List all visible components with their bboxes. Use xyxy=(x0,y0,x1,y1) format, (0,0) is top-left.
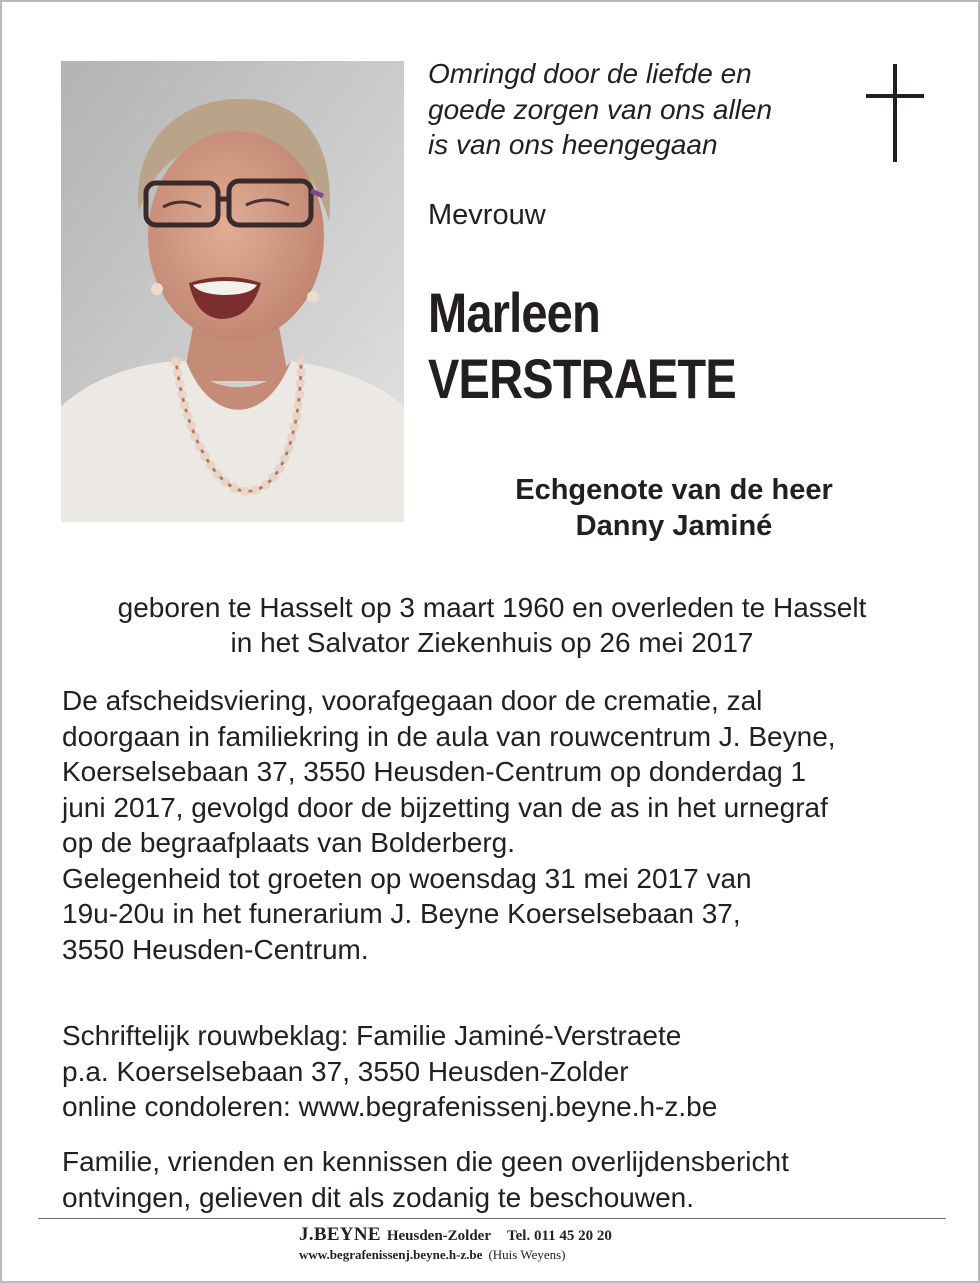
ceremony-line: op de begraafplaats van Bolderberg. xyxy=(62,827,515,858)
deceased-name xyxy=(428,280,736,412)
intro-text xyxy=(428,56,772,163)
funeral-home-house: (Huis Weyens) xyxy=(488,1247,566,1262)
ceremony-line: juni 2017, gevolgd door de bijzetting van de as in het urnegraf xyxy=(62,791,828,823)
dates-line: in het Salvator Ziekenhuis op 26 mei 2017 xyxy=(230,627,754,658)
notice-paragraph xyxy=(62,1144,789,1215)
spouse-info xyxy=(404,472,944,544)
condolence-link[interactable]: online condoleren: www.begrafenissenj.beyne.h-z.be xyxy=(62,1091,718,1122)
spouse-line: Echgenote van de heer xyxy=(515,474,833,506)
spouse-name: Danny Jaminé xyxy=(575,510,773,542)
first-name: Marleen xyxy=(428,281,600,344)
condolence-paragraph xyxy=(62,1018,717,1125)
last-name: VERSTRAETE xyxy=(428,347,736,410)
condolence-line: p.a. Koerselsebaan 37, 3550 Heusden-Zolder xyxy=(62,1055,629,1087)
portrait-photo xyxy=(61,61,404,522)
honorific-title: Mevrouw xyxy=(428,199,546,231)
funeral-home-website[interactable]: www.begrafenissenj.beyne.h-z.be xyxy=(299,1247,483,1262)
footer-divider xyxy=(38,1218,946,1219)
notice-line: Familie, vrienden en kennissen die geen overlijdensbericht xyxy=(62,1146,789,1177)
ceremony-line: 19u-20u in het funerarium J. Beyne Koerselsebaan 37, xyxy=(62,898,741,929)
ceremony-line: Gelegenheid tot groeten op woensdag 31 mei 2017 van xyxy=(62,862,752,894)
funeral-home-town: Heusden-Zolder xyxy=(386,1228,491,1244)
ceremony-line: doorgaan in familiekring in de aula van rouwcentrum J. Beyne, xyxy=(62,720,836,752)
life-dates xyxy=(42,590,942,660)
condolence-line: Schriftelijk rouwbeklag: Familie Jaminé-Verstraete xyxy=(62,1020,682,1051)
funeral-home-phone: Tel. 011 45 20 20 xyxy=(507,1228,612,1244)
dates-line: geboren te Hasselt op 3 maart 1960 en overleden te Hasselt xyxy=(117,592,867,623)
funeral-home-brand: J.BEYNE xyxy=(299,1224,381,1245)
funeral-home-footer xyxy=(299,1226,612,1263)
ceremony-line: Koerselsebaan 37, 3550 Heusden-Centrum op donderdag 1 xyxy=(62,756,807,787)
cross-icon xyxy=(866,64,924,162)
intro-line: goede zorgen van ons allen xyxy=(428,93,773,125)
ceremony-line: De afscheidsviering, voorafgegaan door de crematie, zal xyxy=(62,685,763,716)
intro-line: Omringd door de liefde en xyxy=(428,58,752,89)
notice-line: ontvingen, gelieven dit als zodanig te beschouwen. xyxy=(62,1181,694,1213)
portrait-image xyxy=(61,61,404,522)
ceremony-paragraph xyxy=(62,683,836,967)
ceremony-line: 3550 Heusden-Centrum. xyxy=(62,933,369,965)
intro-line: is van ons heengegaan xyxy=(428,129,718,160)
